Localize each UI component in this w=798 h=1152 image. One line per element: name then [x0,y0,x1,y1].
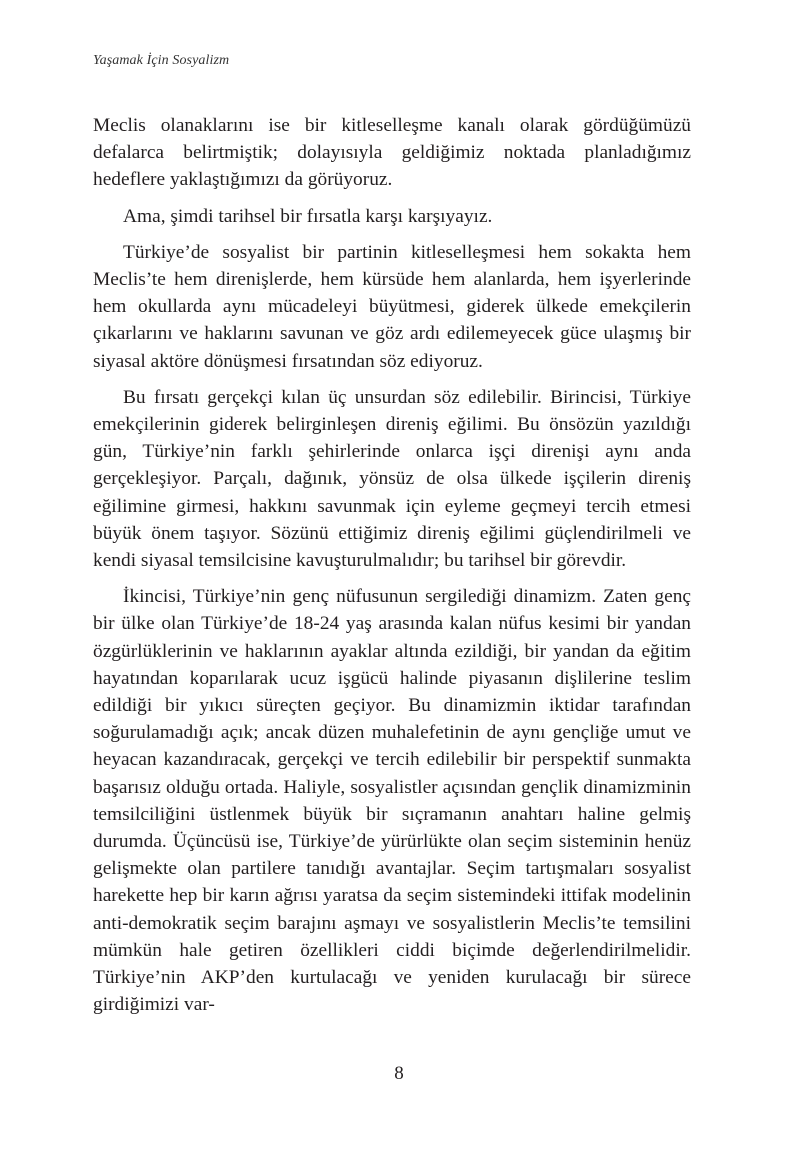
paragraph-1: Meclis olanaklarını ise bir kitleselleşme kanalı olarak gördüğümüzü defalarca belirtmiştik; dolayısıyla geldiğimiz noktada planladığımız hedeflere yaklaştığımızı da görüyoruz. [93,115,691,191]
body-text [93,112,691,1019]
paragraph-5: İkincisi, Türkiye’nin genç nüfusunun sergilediği dinamizm. Zaten genç bir ülke olan Türkiye’de 18-24 yaş arasında kalan nüfus kesimi bir yandan özgürlüklerinin ve haklarının ayaklar altında ezildiği, bir yandan da eğitim hayatından koparılarak ucuz işgücü halinde piyasanın dişlilerine teslim edildiği bir yıkıcı süreçten geçiyor. Bu dinamizmin iktidar tarafından soğurulamadığı açık; ancak düzen muhalefetinin de aynı gençliğe umut ve heyacan kazandıracak, gerçekçi ve tercih edilebilir bir perspektif sunmakta başarısız olduğu ortada. Haliyle, sosyalistler açısından gençlik dinamizminin temsilciliğini üstlenmek büyük bir sıçramanın anahtarı haline gelmiş durumda. Üçüncüsü ise, Türkiye’de yürürlükte olan seçim sisteminin henüz gelişmekte olan partilere tanıdığı avantajlar. Seçim tartışmaları sosyalist harekette hep bir karın ağrısı yaratsa da seçim sistemindeki ittifak modelinin anti-demokratik seçim barajını aşmayı ve sosyalistlerin Meclis’te temsilini mümkün hale getiren özellikleri ciddi biçimde değerlendirilmelidir. Türkiye’nin AKP’den kurtulacağı ve yeniden kurulacağı bir sürece girdiğimizi var- [93,586,691,1016]
running-header: Yaşamak İçin Sosyalizm [93,53,230,68]
paragraph-3: Türkiye’de sosyalist bir partinin kitleselleşmesi hem sokakta hem Meclis’te hem direnişlerde, hem kürsüde hem alanlarda, hem işyerlerinde hem okullarda aynı mücadeleyi büyütmesi, giderek ülkede emekçilerin çıkarlarını ve haklarını savunan ve göz ardı edilemeyecek güce ulaşmış bir siyasal aktöre dönüşmesi fırsatından söz ediyoruz. [93,241,691,372]
paragraph-4: Bu fırsatı gerçekçi kılan üç unsurdan söz edilebilir. Birincisi, Türkiye emekçilerinin giderek belirginleşen direniş eğilimi. Bu önsözün yazıldığı gün, Türkiye’nin farklı şehirlerinde onlarca işçi direnişi aynı anda gerçekleşiyor. Parçalı, dağınık, yönsüz de olsa ülkede işçilerin direniş eğilimine girmesi, hakkını savunmak için eyleme geçmeyi tercih etmesi büyük önem taşıyor. Sözünü ettiğimiz direniş eğilimi güçlendirilmeli ve kendi siyasal temsilcisine kavuşturulmalıdır; bu tarihsel bir görevdir. [93,386,691,572]
paragraph-2: Ama, şimdi tarihsel bir fırsatla karşı karşıyayız. [123,205,493,227]
page-number: 8 [394,1063,404,1084]
